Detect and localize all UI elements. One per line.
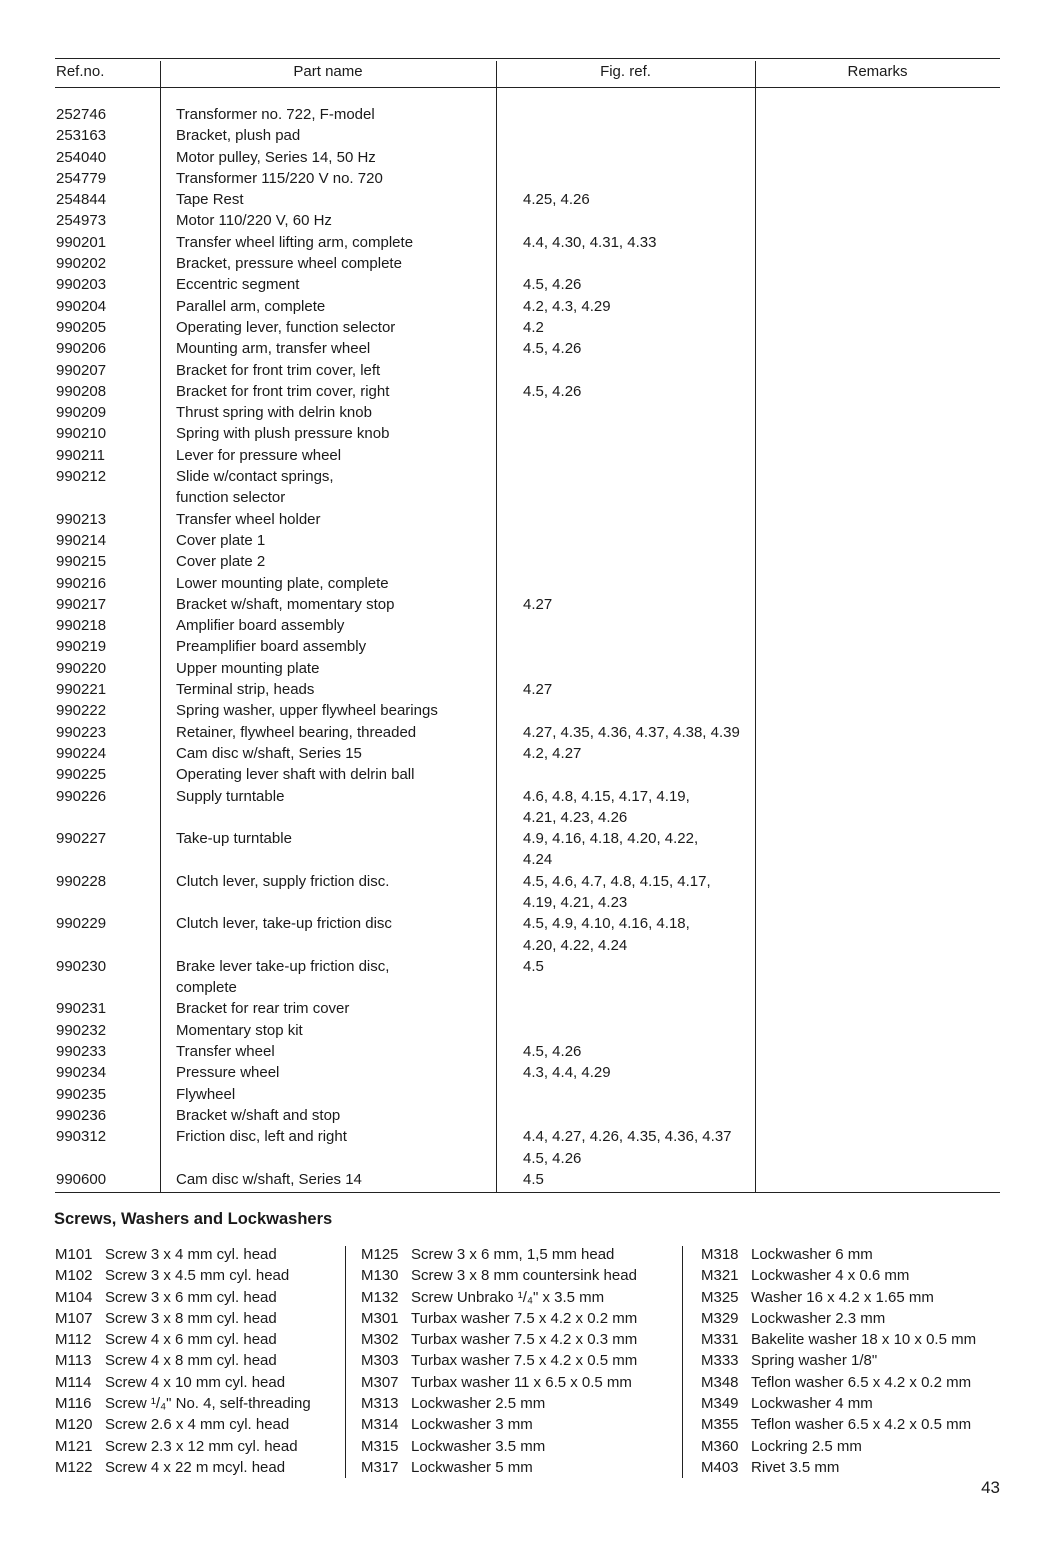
list-item: [701, 1308, 976, 1329]
header-remarks: Remarks: [847, 63, 908, 80]
part-description: Lockwasher 3 mm: [411, 1416, 533, 1434]
list-item: [55, 1372, 311, 1393]
ref-no-cell: 990227: [56, 830, 107, 848]
part-description: Turbax washer 7.5 x 4.2 x 0.3 mm: [411, 1331, 638, 1349]
fig-ref-cell: 4.5, 4.26: [523, 340, 582, 358]
fig-ref-cell: 4.4, 4.30, 4.31, 4.33: [523, 233, 657, 251]
part-code: M122: [55, 1458, 93, 1476]
list-item: [55, 1265, 311, 1286]
list-item: [361, 1436, 637, 1457]
part-name-cell: Transfer wheel: [176, 1043, 275, 1061]
table-row: [55, 871, 1000, 914]
part-name-cell: Cover plate 2: [176, 553, 266, 571]
table-row: [55, 402, 1000, 423]
part-description: Lockwasher 3.5 mm: [411, 1437, 546, 1455]
ref-no-cell: 990216: [56, 574, 107, 592]
table-row: [55, 296, 1000, 317]
ref-no-cell: 990212: [56, 468, 107, 486]
part-name-cell: Thrust spring with delrin knob: [176, 404, 372, 422]
list-item: [55, 1350, 311, 1371]
part-name-cell: Transformer 115/220 V no. 720: [176, 169, 383, 187]
part-code: M333: [701, 1352, 739, 1370]
ref-no-cell: 254040: [56, 148, 107, 166]
list-item: [701, 1457, 976, 1478]
table-row: [55, 509, 1000, 530]
part-code: M349: [701, 1395, 739, 1413]
ref-no-cell: 990209: [56, 404, 107, 422]
table-row: [55, 658, 1000, 679]
list-item: [701, 1329, 976, 1350]
table-bottom-rule: [55, 1192, 1000, 1193]
ref-no-cell: 990224: [56, 744, 107, 762]
part-code: M302: [361, 1331, 399, 1349]
table-header-rule: [55, 87, 1000, 88]
part-description: Screw 4 x 22 m mcyl. head: [105, 1458, 286, 1476]
list-item: [361, 1414, 637, 1435]
ref-no-cell: 254844: [56, 191, 107, 209]
part-name-cell: Bracket for rear trim cover: [176, 1000, 350, 1018]
part-description: Bakelite washer 18 x 10 x 0.5 mm: [751, 1331, 977, 1349]
part-name-cell: Operating lever, function selector: [176, 318, 396, 336]
fig-ref-cell: 4.2: [523, 318, 544, 336]
part-code: M301: [361, 1309, 399, 1327]
ref-no-cell: 990213: [56, 510, 107, 528]
part-name-cell: Tape Rest: [176, 191, 244, 209]
list-item: [361, 1329, 637, 1350]
ref-no-cell: 990214: [56, 531, 107, 549]
part-description: Screw 3 x 8 mm cyl. head: [105, 1309, 277, 1327]
part-code: M120: [55, 1416, 93, 1434]
part-name-cell: Parallel arm, complete: [176, 297, 326, 315]
table-row: [55, 998, 1000, 1019]
fig-ref-cell: 4.4, 4.27, 4.26, 4.35, 4.36, 4.37 4.5, 4.26: [523, 1128, 732, 1167]
part-code: M360: [701, 1437, 739, 1455]
ref-no-cell: 990230: [56, 957, 107, 975]
fig-ref-cell: 4.3, 4.4, 4.29: [523, 1064, 611, 1082]
list-item: [361, 1287, 637, 1308]
table-row: [55, 1105, 1000, 1126]
part-description: Screw 3 x 8 mm countersink head: [411, 1267, 637, 1285]
table-row: [55, 743, 1000, 764]
part-code: M113: [55, 1352, 92, 1370]
ref-no-cell: 990204: [56, 297, 107, 315]
table-row: [55, 104, 1000, 125]
table-row: [55, 125, 1000, 146]
fig-ref-cell: 4.5, 4.26: [523, 1043, 582, 1061]
list-item: [55, 1457, 311, 1478]
list-item: [701, 1436, 976, 1457]
fig-ref-cell: 4.5: [523, 1170, 544, 1188]
part-description: Screw 2.3 x 12 mm cyl. head: [105, 1437, 298, 1455]
table-row: [55, 828, 1000, 871]
part-code: M355: [701, 1416, 739, 1434]
list-item: [701, 1265, 976, 1286]
ref-no-cell: 990217: [56, 595, 107, 613]
ref-no-cell: 990207: [56, 361, 107, 379]
part-code: M130: [361, 1267, 399, 1285]
fig-ref-cell: 4.5: [523, 957, 544, 975]
part-description: Screw 4 x 10 mm cyl. head: [105, 1373, 286, 1391]
ref-no-cell: 990231: [56, 1000, 107, 1018]
table-row: [55, 764, 1000, 785]
ref-no-cell: 990236: [56, 1106, 107, 1124]
table-row: [55, 189, 1000, 210]
table-row: [55, 232, 1000, 253]
table-row: [55, 722, 1000, 743]
part-code: M102: [55, 1267, 93, 1285]
table-row: [55, 1062, 1000, 1083]
part-name-cell: Bracket, plush pad: [176, 127, 301, 145]
part-description: Teflon washer 6.5 x 4.2 x 0.2 mm: [751, 1373, 972, 1391]
ref-no-cell: 990201: [56, 233, 107, 251]
part-name-cell: Slide w/contact springs, function selector: [176, 468, 334, 507]
part-code: M329: [701, 1309, 739, 1327]
screws-column-3: [701, 1244, 976, 1478]
part-code: M318: [701, 1246, 739, 1263]
part-name-cell: Transformer no. 722, F-model: [176, 106, 375, 123]
table-row: [55, 381, 1000, 402]
part-name-cell: Bracket w/shaft and stop: [176, 1106, 341, 1124]
ref-no-cell: 990225: [56, 766, 107, 784]
ref-no-cell: 990219: [56, 638, 107, 656]
part-description: Lockwasher 4 x 0.6 mm: [751, 1267, 910, 1285]
table-row: [55, 573, 1000, 594]
part-code: M114: [55, 1373, 92, 1391]
fig-ref-cell: 4.2, 4.3, 4.29: [523, 297, 611, 315]
part-name-cell: Operating lever shaft with delrin ball: [176, 766, 415, 784]
part-code: M307: [361, 1373, 399, 1391]
part-name-cell: Motor 110/220 V, 60 Hz: [176, 212, 332, 230]
part-name-cell: Bracket for front trim cover, left: [176, 361, 381, 379]
table-row: [55, 210, 1000, 231]
part-name-cell: Friction disc, left and right: [176, 1128, 347, 1146]
part-description: Teflon washer 6.5 x 4.2 x 0.5 mm: [751, 1416, 972, 1434]
part-code: M348: [701, 1373, 739, 1391]
part-description: Turbax washer 7.5 x 4.2 x 0.2 mm: [411, 1309, 638, 1327]
column-divider: [345, 1246, 346, 1478]
ref-no-cell: 990202: [56, 255, 107, 273]
table-top-rule: [55, 58, 1000, 59]
part-name-cell: Bracket, pressure wheel complete: [176, 255, 402, 273]
part-name-cell: Bracket w/shaft, momentary stop: [176, 595, 395, 613]
ref-no-cell: 990215: [56, 553, 107, 571]
part-name-cell: Cam disc w/shaft, Series 15: [176, 744, 362, 762]
part-code: M107: [55, 1309, 93, 1327]
column-divider: [682, 1246, 683, 1478]
ref-no-cell: 990205: [56, 318, 107, 336]
fig-ref-cell: 4.5, 4.9, 4.10, 4.16, 4.18, 4.20, 4.22, 4.24: [523, 915, 690, 954]
header-fig-ref: Fig. ref.: [600, 63, 651, 80]
list-item: [701, 1287, 976, 1308]
list-item: [701, 1393, 976, 1414]
table-row: [55, 1169, 1000, 1190]
part-description: Screw 4 x 8 mm cyl. head: [105, 1352, 277, 1370]
list-item: [701, 1244, 976, 1265]
part-description: Screw 3 x 4 mm cyl. head: [105, 1246, 277, 1263]
fig-ref-cell: 4.25, 4.26: [523, 191, 590, 209]
fig-ref-cell: 4.9, 4.16, 4.18, 4.20, 4.22, 4.24: [523, 830, 699, 869]
fig-ref-cell: 4.5, 4.26: [523, 382, 582, 400]
part-description: Lockwasher 2.5 mm: [411, 1395, 546, 1413]
table-row: [55, 423, 1000, 444]
ref-no-cell: 990232: [56, 1021, 107, 1039]
page-number: 43: [981, 1478, 1000, 1497]
list-item: [361, 1265, 637, 1286]
ref-no-cell: 990600: [56, 1170, 107, 1188]
table-row: [55, 551, 1000, 572]
part-name-cell: Eccentric segment: [176, 276, 300, 294]
ref-no-cell: 990221: [56, 681, 107, 699]
table-row: [55, 786, 1000, 829]
table-row: [55, 1126, 1000, 1169]
list-item: [55, 1329, 311, 1350]
part-code: M104: [55, 1288, 93, 1306]
part-code: M121: [55, 1437, 93, 1455]
ref-no-cell: 990312: [56, 1128, 107, 1146]
part-description: Washer 16 x 4.2 x 1.65 mm: [751, 1288, 934, 1306]
part-name-cell: Mounting arm, transfer wheel: [176, 340, 371, 358]
list-item: [361, 1308, 637, 1329]
part-code: M125: [361, 1246, 399, 1263]
part-name-cell: Upper mounting plate: [176, 659, 320, 677]
part-description: Screw 4 x 6 mm cyl. head: [105, 1331, 277, 1349]
fig-ref-cell: 4.27: [523, 595, 553, 613]
ref-no-cell: 990220: [56, 659, 107, 677]
part-description: Screw 3 x 6 mm, 1,5 mm head: [411, 1246, 615, 1263]
fig-ref-cell: 4.2, 4.27: [523, 744, 582, 762]
ref-no-cell: 254973: [56, 212, 107, 230]
fig-ref-cell: 4.6, 4.8, 4.15, 4.17, 4.19, 4.21, 4.23, 4.26: [523, 787, 690, 826]
ref-no-cell: 990203: [56, 276, 107, 294]
part-name-cell: Pressure wheel: [176, 1064, 280, 1082]
part-description: Screw Unbrako ¹/₄" x 3.5 mm: [411, 1288, 605, 1306]
list-item: [701, 1414, 976, 1435]
table-body: [55, 104, 1000, 1190]
list-item: [361, 1350, 637, 1371]
part-name-cell: Brake lever take-up friction disc, complete: [176, 957, 390, 997]
table-row: [55, 530, 1000, 551]
part-name-cell: Lower mounting plate, complete: [176, 574, 389, 592]
part-name-cell: Clutch lever, supply friction disc.: [176, 872, 390, 890]
part-name-cell: Preamplifier board assembly: [176, 638, 367, 656]
part-name-cell: Spring washer, upper flywheel bearings: [176, 702, 438, 720]
header-ref-no: Ref.no.: [56, 63, 105, 80]
part-description: Screw 3 x 6 mm cyl. head: [105, 1288, 277, 1306]
ref-no-cell: 990210: [56, 425, 107, 443]
list-item: [55, 1244, 311, 1265]
ref-no-cell: 990208: [56, 382, 107, 400]
part-name-cell: Clutch lever, take-up friction disc: [176, 915, 392, 933]
part-code: M303: [361, 1352, 399, 1370]
ref-no-cell: 990223: [56, 723, 107, 741]
ref-no-cell: 254779: [56, 169, 107, 187]
part-name-cell: Terminal strip, heads: [176, 681, 315, 699]
ref-no-cell: 252746: [56, 106, 107, 123]
ref-no-cell: 990235: [56, 1085, 107, 1103]
ref-no-cell: 990233: [56, 1043, 107, 1061]
part-code: M112: [55, 1331, 92, 1349]
part-description: Screw 3 x 4.5 mm cyl. head: [105, 1267, 290, 1285]
part-code: M403: [701, 1458, 739, 1476]
part-name-cell: Transfer wheel holder: [176, 510, 321, 528]
part-description: Lockwasher 6 mm: [751, 1246, 873, 1263]
part-code: M132: [361, 1288, 399, 1306]
ref-no-cell: 990206: [56, 340, 107, 358]
table-row: [55, 317, 1000, 338]
part-name-cell: Lever for pressure wheel: [176, 446, 342, 464]
part-description: Spring washer 1/8": [751, 1352, 878, 1370]
list-item: [361, 1393, 637, 1414]
fig-ref-cell: 4.5, 4.26: [523, 276, 582, 294]
ref-no-cell: 990211: [56, 446, 105, 464]
part-name-cell: Supply turntable: [176, 787, 285, 805]
part-description: Lockwasher 4 mm: [751, 1395, 873, 1413]
screws-column-1: [55, 1244, 311, 1478]
ref-no-cell: 990222: [56, 702, 107, 720]
part-name-cell: Cam disc w/shaft, Series 14: [176, 1170, 362, 1188]
table-row: [55, 253, 1000, 274]
part-code: M331: [701, 1331, 739, 1349]
ref-no-cell: 990234: [56, 1064, 107, 1082]
list-item: [701, 1350, 976, 1371]
list-item: [55, 1287, 311, 1308]
table-row: [55, 1041, 1000, 1062]
part-name-cell: Amplifier board assembly: [176, 617, 345, 635]
table-row: [55, 700, 1000, 721]
header-part-name: Part name: [293, 63, 363, 80]
list-item: [361, 1244, 637, 1265]
list-item: [361, 1457, 637, 1478]
list-item: [55, 1308, 311, 1329]
part-description: Turbax washer 11 x 6.5 x 0.5 mm: [411, 1373, 632, 1391]
part-description: Screw 2.6 x 4 mm cyl. head: [105, 1416, 290, 1434]
table-row: [55, 466, 1000, 509]
table-row: [55, 913, 1000, 956]
ref-no-cell: 990226: [56, 787, 107, 805]
table-row: [55, 1020, 1000, 1041]
table-row: [55, 1084, 1000, 1105]
part-description: Screw ¹/₄" No. 4, self-threading: [105, 1395, 311, 1413]
list-item: [55, 1436, 311, 1457]
part-description: Lockwasher 2.3 mm: [751, 1309, 886, 1327]
part-description: Lockwasher 5 mm: [411, 1458, 533, 1476]
table-row: [55, 445, 1000, 466]
part-code: M315: [361, 1437, 399, 1455]
part-description: Rivet 3.5 mm: [751, 1458, 840, 1476]
fig-ref-cell: 4.27, 4.35, 4.36, 4.37, 4.38, 4.39: [523, 723, 740, 741]
part-name-cell: Motor pulley, Series 14, 50 Hz: [176, 148, 376, 166]
screws-column-2: [361, 1244, 637, 1478]
part-name-cell: Bracket for front trim cover, right: [176, 382, 390, 400]
ref-no-cell: 253163: [56, 127, 107, 145]
list-item: [361, 1372, 637, 1393]
fig-ref-cell: 4.5, 4.6, 4.7, 4.8, 4.15, 4.17, 4.19, 4.21, 4.23: [523, 872, 711, 911]
part-name-cell: Flywheel: [176, 1085, 236, 1103]
table-row: [55, 147, 1000, 168]
part-code: M325: [701, 1288, 739, 1306]
list-item: [55, 1414, 311, 1435]
list-item: [701, 1372, 976, 1393]
ref-no-cell: 990218: [56, 617, 107, 635]
part-code: M101: [55, 1246, 93, 1263]
table-row: [55, 338, 1000, 359]
table-row: [55, 360, 1000, 381]
part-description: Turbax washer 7.5 x 4.2 x 0.5 mm: [411, 1352, 638, 1370]
part-name-cell: Retainer, flywheel bearing, threaded: [176, 723, 417, 741]
table-row: [55, 615, 1000, 636]
section-title: Screws, Washers and Lockwashers: [54, 1210, 333, 1228]
table-row: [55, 956, 1000, 999]
table-row: [55, 679, 1000, 700]
list-item: [55, 1393, 311, 1414]
ref-no-cell: 990228: [56, 872, 107, 890]
fig-ref-cell: 4.27: [523, 681, 553, 699]
table-row: [55, 274, 1000, 295]
part-name-cell: Take-up turntable: [176, 830, 292, 848]
part-name-cell: Spring with plush pressure knob: [176, 425, 390, 443]
part-code: M321: [701, 1267, 739, 1285]
table-row: [55, 168, 1000, 189]
part-code: M313: [361, 1395, 399, 1413]
part-name-cell: Momentary stop kit: [176, 1021, 303, 1039]
part-name-cell: Transfer wheel lifting arm, complete: [176, 233, 414, 251]
table-row: [55, 594, 1000, 615]
part-code: M317: [361, 1458, 399, 1476]
part-name-cell: Cover plate 1: [176, 531, 266, 549]
part-code: M116: [55, 1395, 92, 1413]
table-row: [55, 636, 1000, 657]
part-description: Lockring 2.5 mm: [751, 1437, 862, 1455]
ref-no-cell: 990229: [56, 915, 107, 933]
part-code: M314: [361, 1416, 399, 1434]
